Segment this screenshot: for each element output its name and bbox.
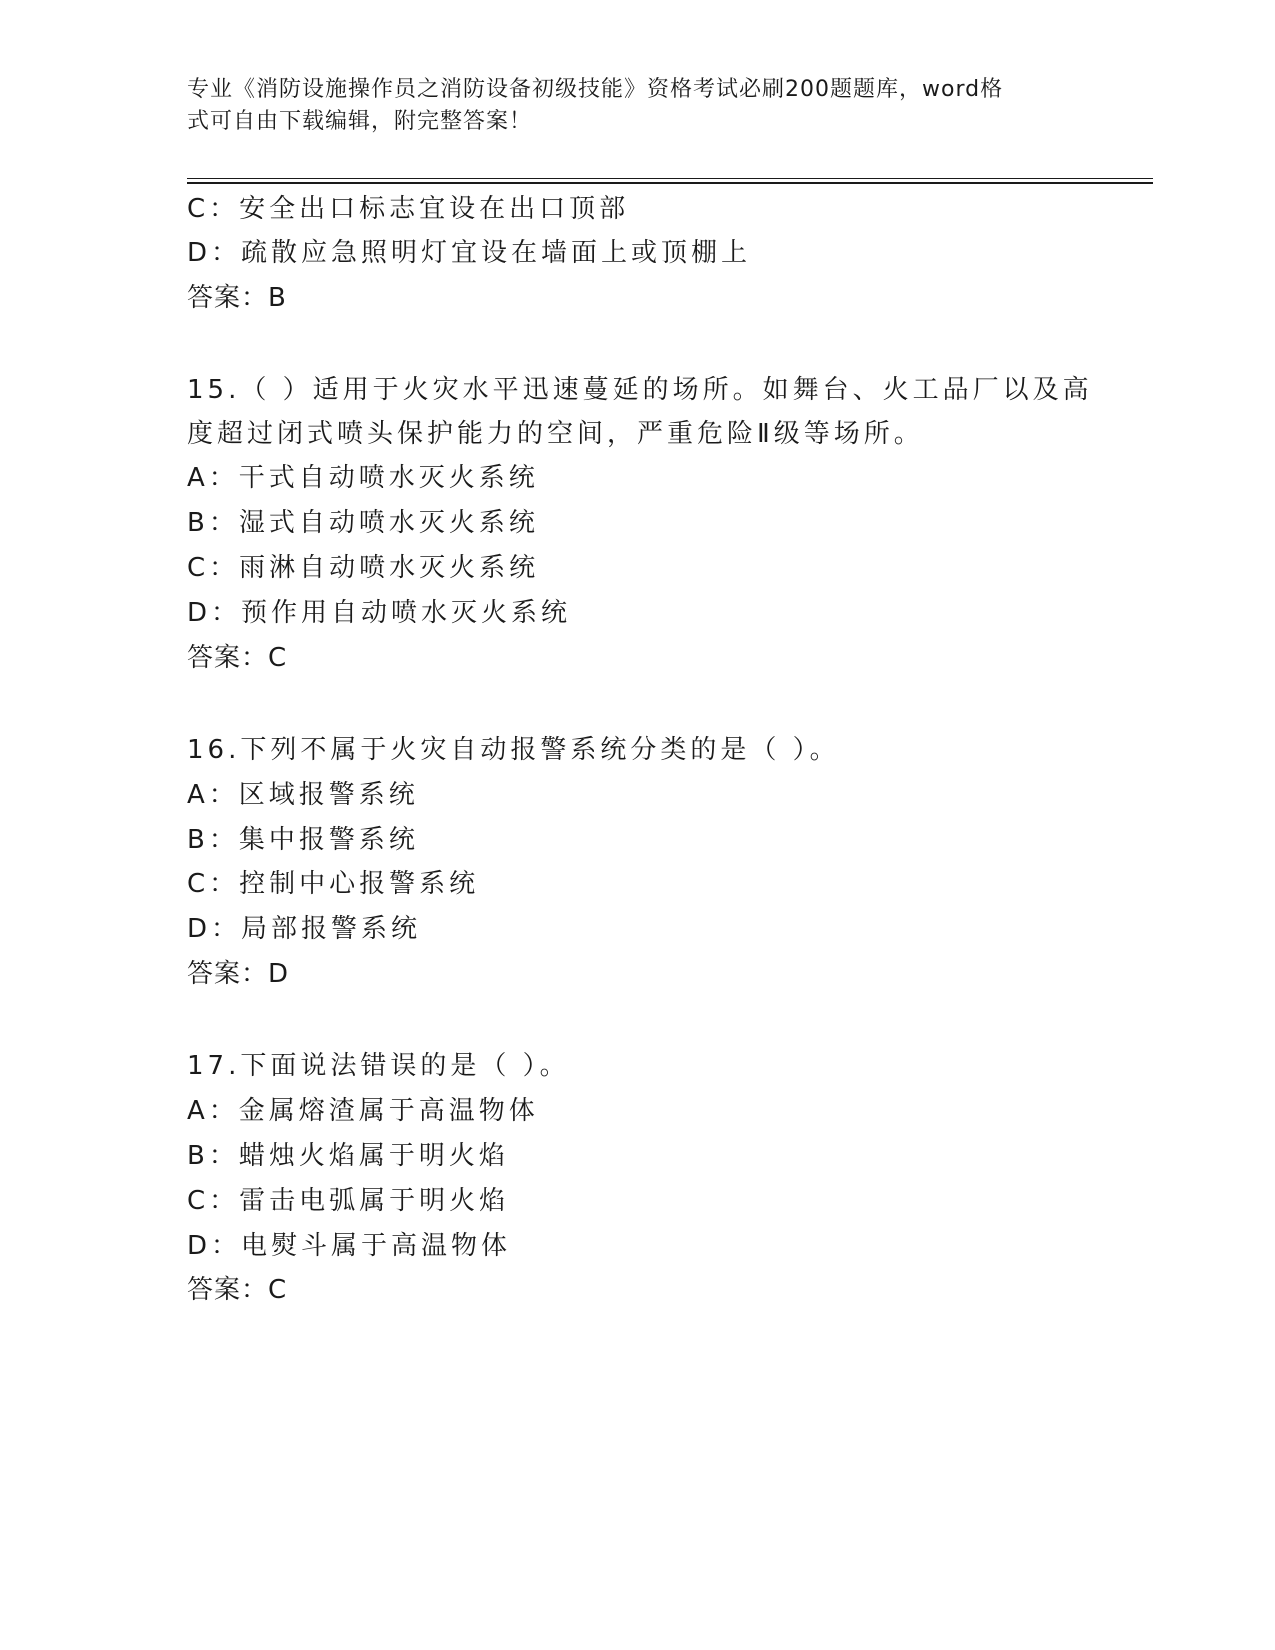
q15-answer: 答案：C — [187, 643, 288, 673]
prev-option-c: C：安全出口标志宜设在出口顶部 — [187, 194, 630, 224]
prev-option-d: D：疏散应急照明灯宜设在墙面上或顶棚上 — [187, 238, 752, 268]
q16-option-d: D：局部报警系统 — [187, 914, 422, 944]
q15-stem-line-2: 度超过闭式喷头保护能力的空间，严重危险Ⅱ级等场所。 — [187, 419, 924, 449]
q16-stem: 16.下列不属于火灾自动报警系统分类的是（ ）。 — [187, 735, 840, 765]
q17-option-c: C：雷击电弧属于明火焰 — [187, 1186, 510, 1216]
q17-option-b: B：蜡烛火焰属于明火焰 — [187, 1141, 509, 1171]
q17-stem: 17.下面说法错误的是（ ）。 — [187, 1051, 570, 1081]
document-header — [187, 74, 1067, 138]
q15-option-b: B：湿式自动喷水灭火系统 — [187, 508, 539, 538]
header-divider-thin — [187, 178, 1153, 179]
q16-option-b: B：集中报警系统 — [187, 825, 419, 855]
q16-option-c: C：控制中心报警系统 — [187, 869, 480, 899]
q16-answer: 答案：D — [187, 959, 290, 989]
q15-option-c: C：雨淋自动喷水灭火系统 — [187, 553, 540, 583]
header-divider-thick — [187, 182, 1153, 184]
header-line-2: 式可自由下载编辑，附完整答案！ — [187, 109, 533, 134]
q17-answer: 答案：C — [187, 1275, 288, 1305]
q17-option-d: D：电熨斗属于高温物体 — [187, 1231, 512, 1261]
q15-option-d: D：预作用自动喷水灭火系统 — [187, 598, 572, 628]
q16-option-a: A：区域报警系统 — [187, 780, 419, 810]
header-line-1: 专业《消防设施操作员之消防设备初级技能》资格考试必刷200题题库，word格 — [187, 77, 1004, 102]
q17-option-a: A：金属熔渣属于高温物体 — [187, 1096, 539, 1126]
q15-stem-line-1: 15.（ ）适用于火灾水平迅速蔓延的场所。如舞台、火工品厂以及高 — [187, 375, 1093, 405]
prev-answer: 答案：B — [187, 283, 287, 313]
q15-option-a: A：干式自动喷水灭火系统 — [187, 463, 539, 493]
